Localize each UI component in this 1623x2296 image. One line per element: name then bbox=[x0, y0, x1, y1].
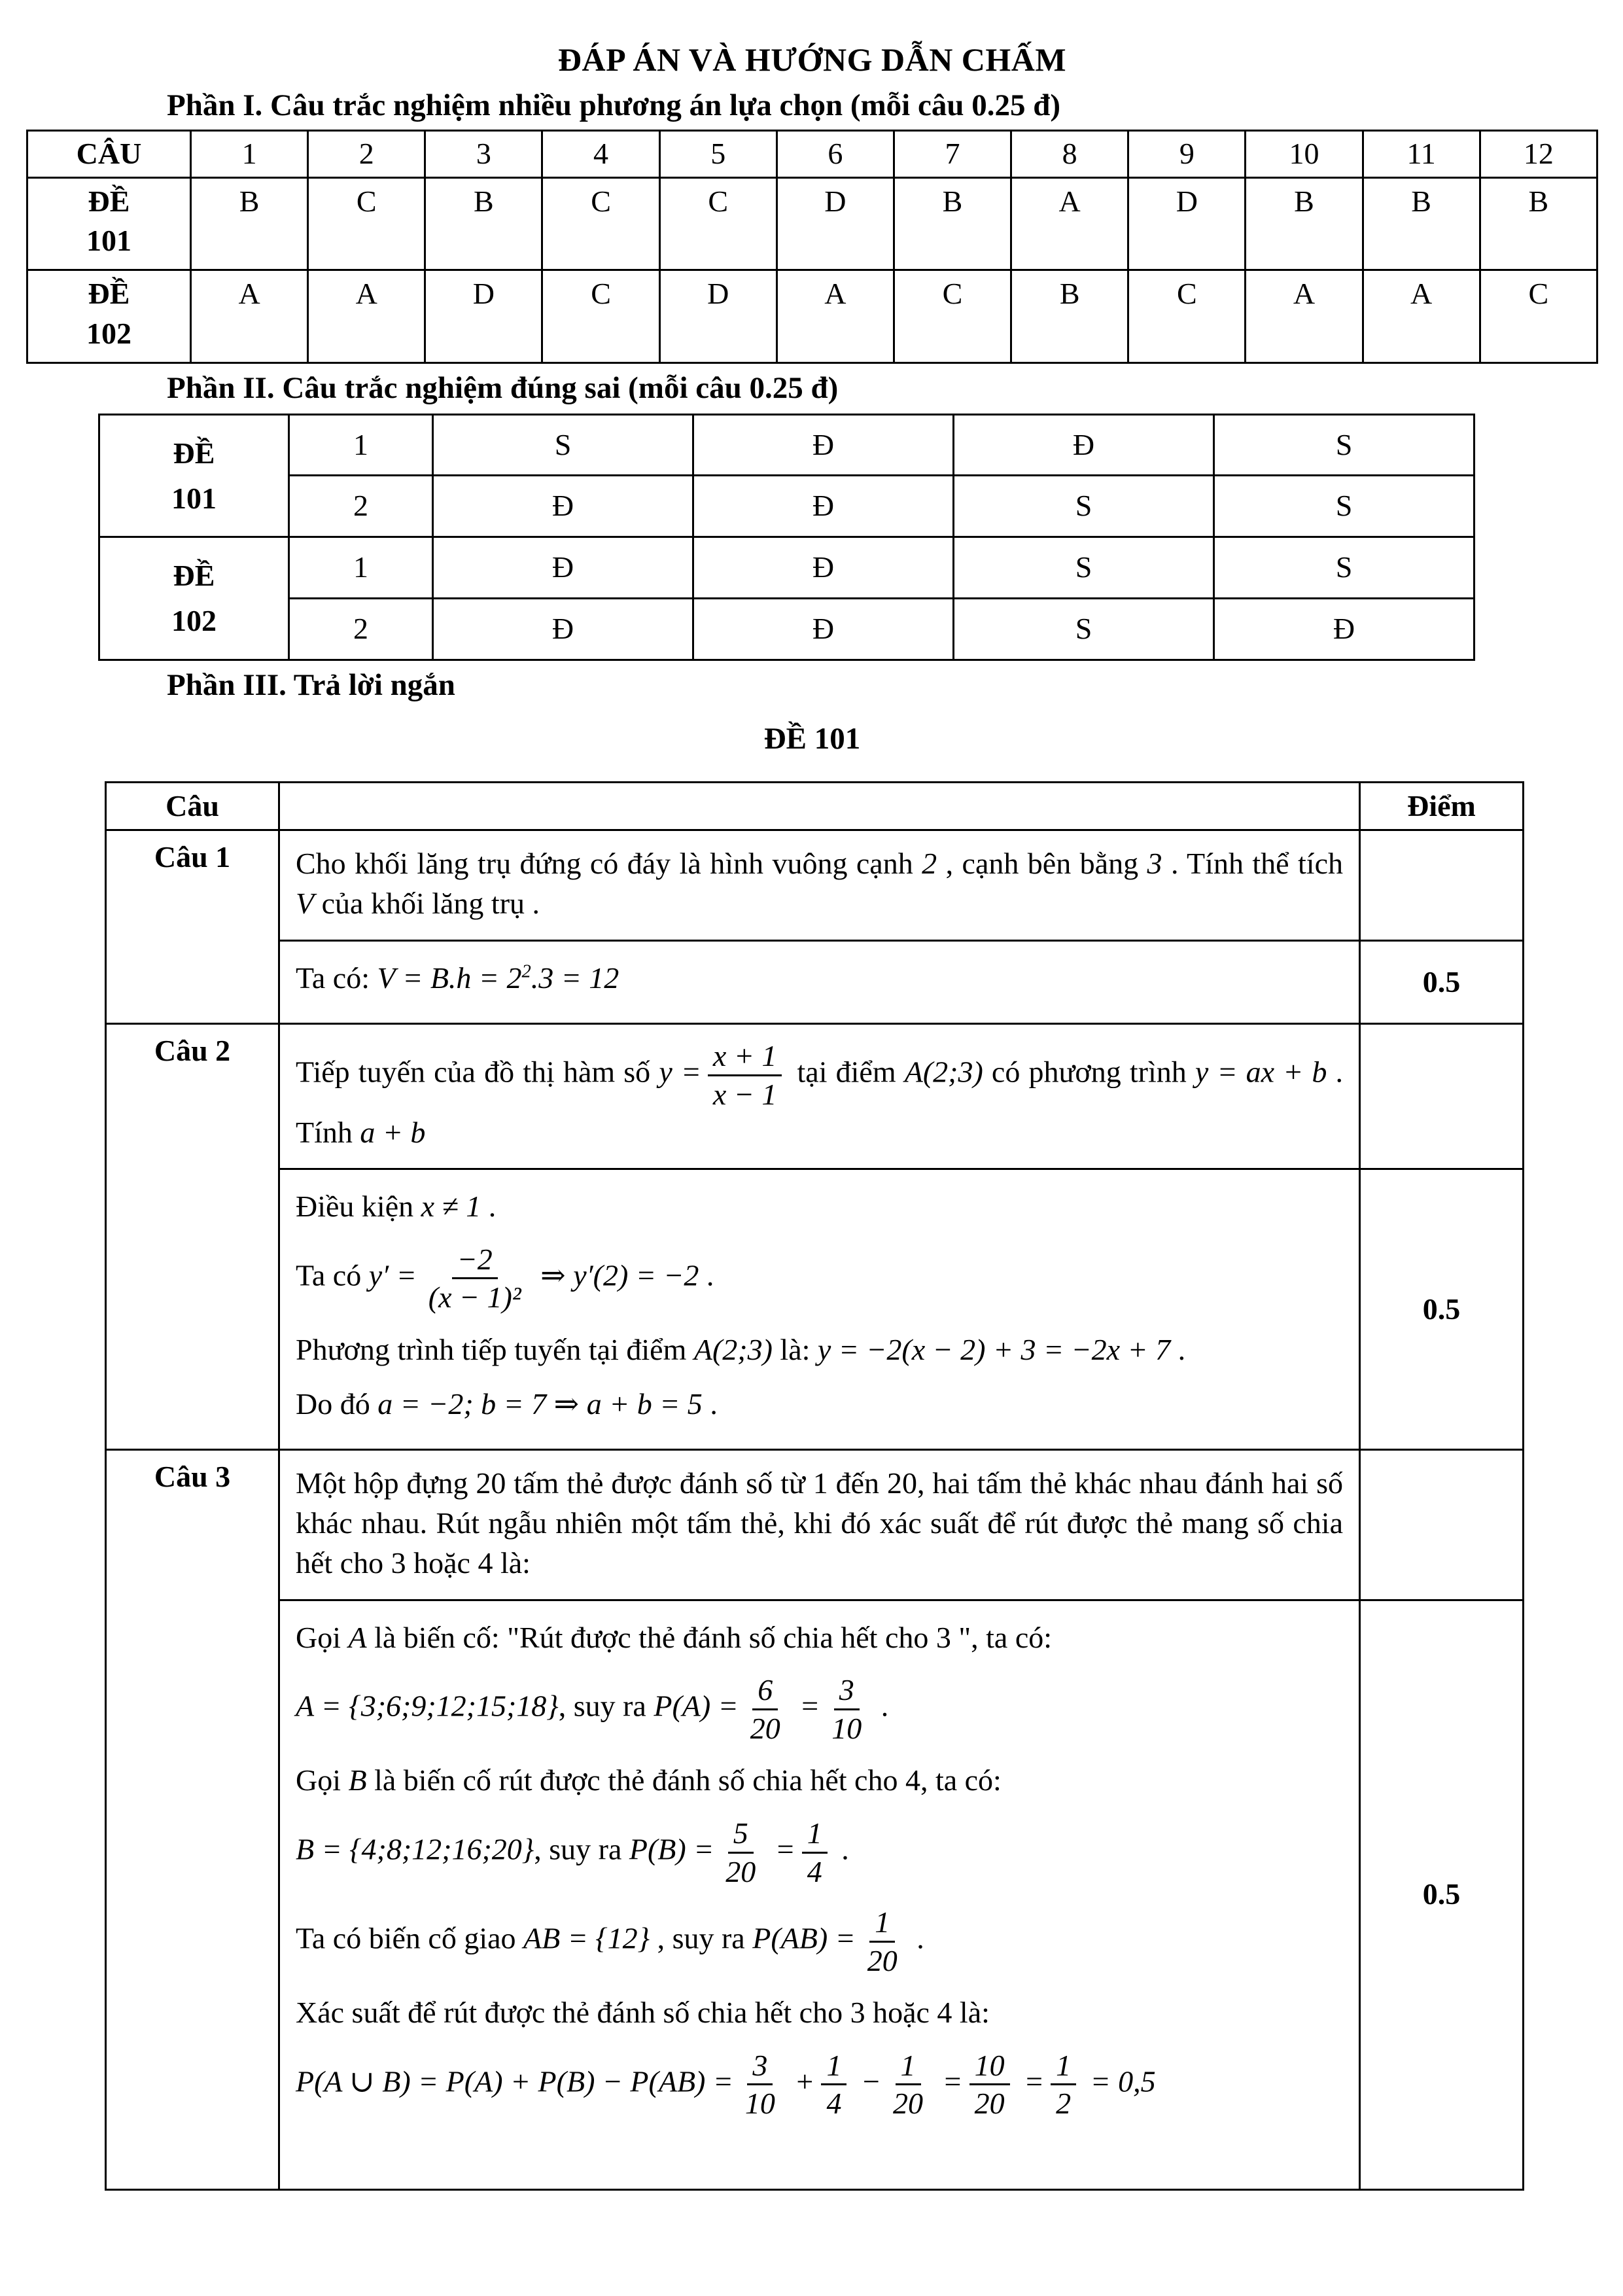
question-number-cell: 1 bbox=[289, 537, 433, 599]
math-run: + bbox=[786, 2064, 815, 2098]
table-row-question bbox=[106, 1024, 1524, 1169]
fraction-numerator: 3 bbox=[747, 2049, 773, 2086]
header-cell: 11 bbox=[1363, 131, 1480, 178]
answer-cell: Đ bbox=[954, 414, 1214, 476]
answer-cell: D bbox=[1128, 177, 1246, 270]
solution-cell bbox=[279, 1169, 1360, 1450]
part1-heading: Phần I. Câu trắc nghiệm nhiều phương án lựa chọn (mỗi câu 0.25 đ) bbox=[167, 88, 1061, 122]
fraction-numerator: 1 bbox=[802, 1816, 828, 1854]
answer-cell: S bbox=[1214, 476, 1475, 537]
fraction-numerator: 1 bbox=[896, 2049, 921, 2086]
exam-label-line: 101 bbox=[86, 224, 131, 258]
fraction-numerator: 6 bbox=[752, 1673, 778, 1710]
fraction bbox=[1051, 2049, 1076, 2121]
math-run: A bbox=[348, 1620, 367, 1654]
fraction-numerator: 3 bbox=[834, 1673, 860, 1710]
question-label-cell: Câu 1 bbox=[106, 830, 279, 1024]
part3-heading: Phần III. Trả lời ngắn bbox=[167, 667, 455, 702]
fraction-denominator: 2 bbox=[1056, 2087, 1072, 2121]
answer-cell: A bbox=[1246, 270, 1363, 362]
answer-cell: S bbox=[954, 476, 1214, 537]
part1-answer-table bbox=[26, 130, 1598, 364]
fraction bbox=[821, 2049, 846, 2121]
header-cell-empty bbox=[279, 782, 1360, 830]
math-run: V = B.h = 2 bbox=[377, 961, 522, 995]
answer-cell: B bbox=[1363, 177, 1480, 270]
answer-cell: S bbox=[954, 598, 1214, 660]
table-header-row bbox=[106, 782, 1524, 830]
math-run: P(A) = bbox=[654, 1689, 739, 1723]
fraction-denominator: 20 bbox=[725, 1854, 756, 1888]
question-label-cell: Câu 3 bbox=[106, 1450, 279, 2189]
math-run: = bbox=[767, 1832, 795, 1866]
table-row-solution bbox=[106, 1169, 1524, 1450]
math-run: 3 bbox=[1147, 847, 1162, 881]
exam-label-line: ĐỀ bbox=[173, 559, 215, 593]
solution-line bbox=[296, 2047, 1343, 2122]
fraction bbox=[862, 1905, 903, 1977]
answer-cell: Đ bbox=[433, 598, 693, 660]
answer-cell: C bbox=[308, 177, 425, 270]
answer-cell: A bbox=[308, 270, 425, 362]
points-cell-empty bbox=[1360, 830, 1524, 940]
answer-cell: C bbox=[659, 177, 777, 270]
exam-label-cell bbox=[99, 537, 289, 660]
answer-cell: Đ bbox=[693, 537, 954, 599]
solution-line: Gọi B là biến cố rút được thẻ đánh số chia hết cho 4, ta có: bbox=[296, 1763, 1002, 1797]
answer-cell: Đ bbox=[693, 476, 954, 537]
fraction-denominator: 20 bbox=[974, 2087, 1005, 2121]
header-cell: 12 bbox=[1480, 131, 1597, 178]
header-cell-diem: Điểm bbox=[1360, 782, 1524, 830]
math-run: A = {3;6;9;12;15;18} bbox=[296, 1689, 559, 1723]
solution-cell bbox=[279, 940, 1360, 1024]
exam-label-line: 101 bbox=[171, 481, 217, 515]
points-cell: 0.5 bbox=[1360, 1600, 1524, 2189]
exam-label-line: ĐỀ bbox=[88, 277, 130, 311]
math-run: a = −2; b = 7 ⇒ a + b = 5 bbox=[377, 1386, 703, 1421]
answer-cell: Đ bbox=[693, 598, 954, 660]
fraction-numerator: 1 bbox=[869, 1905, 895, 1943]
points-cell: 0.5 bbox=[1360, 1169, 1524, 1450]
fraction bbox=[708, 1039, 782, 1111]
math-run: A(2;3) bbox=[904, 1055, 983, 1089]
page-title: ĐÁP ÁN VÀ HƯỚNG DẪN CHẤM bbox=[557, 41, 1067, 78]
answer-cell: S bbox=[954, 537, 1214, 599]
exam-label-line: ĐỀ bbox=[173, 436, 215, 470]
table-row bbox=[99, 414, 1475, 476]
exam-label-line: 102 bbox=[86, 316, 131, 350]
fraction-denominator: 10 bbox=[744, 2087, 775, 2121]
math-run: y′ = bbox=[368, 1258, 417, 1292]
answer-cell: C bbox=[542, 270, 659, 362]
math-run: y = ax + b bbox=[1195, 1055, 1327, 1089]
answer-cell: Đ bbox=[433, 476, 693, 537]
math-run: a + b bbox=[360, 1115, 426, 1149]
math-superscript: 2 bbox=[521, 961, 531, 982]
fraction-denominator: 20 bbox=[750, 1711, 780, 1745]
answer-cell: Đ bbox=[433, 537, 693, 599]
solution-cell bbox=[279, 1600, 1360, 2189]
math-run: V bbox=[296, 887, 315, 921]
answer-cell: B bbox=[425, 177, 542, 270]
header-cell: 10 bbox=[1246, 131, 1363, 178]
answer-cell: A bbox=[777, 270, 894, 362]
solution-line: Gọi A là biến cố: "Rút được thẻ đánh số chia hết cho 3 ", ta có: bbox=[296, 1620, 1053, 1654]
answer-cell: A bbox=[1011, 177, 1128, 270]
fraction bbox=[802, 1816, 828, 1888]
table-row bbox=[99, 537, 1475, 599]
fraction-numerator: −2 bbox=[452, 1243, 498, 1280]
exam-label-line: 102 bbox=[171, 604, 217, 638]
question-text: Một hộp đựng 20 tấm thẻ được đánh số từ 1 đến 20, hai tấm thẻ khác nhau đánh hai số khác nhau. Rút ngẫu nhiên một tấm thẻ, khi đó xác suất để rút được thẻ mang số chia hết cho 3 hoặc 4 là: bbox=[296, 1466, 1343, 1580]
answer-cell: D bbox=[777, 177, 894, 270]
math-run: = bbox=[935, 2064, 963, 2098]
header-cell: 4 bbox=[542, 131, 659, 178]
math-run: = bbox=[1016, 2064, 1045, 2098]
math-run: P(B) = bbox=[629, 1832, 714, 1866]
fraction-denominator: 20 bbox=[867, 1943, 898, 1977]
table-row bbox=[99, 598, 1475, 660]
table-row-solution bbox=[106, 940, 1524, 1024]
table-header-row bbox=[27, 131, 1597, 178]
table-row-solution bbox=[106, 1600, 1524, 2189]
answer-cell: S bbox=[433, 414, 693, 476]
question-text: Tiếp tuyến của đồ thị hàm số y = $\frac{x + 1}{x - 1}$ tại điểm A(2;3) có phương trình y = ax + b . Tính a + b bbox=[296, 1039, 1343, 1149]
header-cell: 9 bbox=[1128, 131, 1246, 178]
math-run: − bbox=[853, 2064, 882, 2098]
part2-answer-table bbox=[98, 414, 1475, 661]
question-number-cell: 1 bbox=[289, 414, 433, 476]
header-cell: 1 bbox=[191, 131, 308, 178]
math-run: P(A ∪ B) = P(A) + P(B) − P(AB) = bbox=[296, 2064, 733, 2098]
fraction-denominator: 10 bbox=[831, 1711, 862, 1745]
math-run: A(2;3) bbox=[693, 1332, 773, 1366]
fraction-numerator: 1 bbox=[821, 2049, 846, 2086]
header-cell: 3 bbox=[425, 131, 542, 178]
question-label-cell: Câu 2 bbox=[106, 1024, 279, 1450]
fraction bbox=[969, 2049, 1010, 2121]
points-cell-empty bbox=[1360, 1024, 1524, 1169]
answer-cell: B bbox=[1011, 270, 1128, 362]
fraction bbox=[888, 2049, 928, 2121]
fraction-denominator: 20 bbox=[893, 2087, 924, 2121]
answer-cell: C bbox=[542, 177, 659, 270]
solution-line: Do đó a = −2; b = 7 ⇒ a + b = 5 . bbox=[296, 1386, 718, 1421]
answer-cell: C bbox=[1128, 270, 1246, 362]
exam-label-cell bbox=[27, 177, 191, 270]
math-run: .3 = 12 bbox=[531, 961, 620, 995]
math-run: y = bbox=[659, 1055, 701, 1089]
part2-heading: Phần II. Câu trắc nghiệm đúng sai (mỗi câu 0.25 đ) bbox=[167, 370, 839, 405]
answer-cell: A bbox=[1363, 270, 1480, 362]
fraction-numerator: x + 1 bbox=[708, 1039, 782, 1076]
fraction bbox=[745, 1673, 786, 1745]
question-text: Cho khối lăng trụ đứng có đáy là hình vuông cạnh 2 , cạnh bên bằng 3 . Tính thể tích V của khối lăng trụ . bbox=[296, 847, 1343, 921]
exam-code-heading: ĐỀ 101 bbox=[763, 721, 861, 756]
part3-solutions-table bbox=[105, 781, 1524, 2191]
answer-cell: B bbox=[1480, 177, 1597, 270]
solution-line: Phương trình tiếp tuyến tại điểm A(2;3) là: y = −2(x − 2) + 3 = −2x + 7 . bbox=[296, 1332, 1186, 1366]
points-cell-empty bbox=[1360, 1450, 1524, 1600]
math-run: B = {4;8;12;16;20} bbox=[296, 1832, 534, 1866]
exam-label-line: ĐỀ bbox=[88, 184, 130, 218]
answer-cell: C bbox=[1480, 270, 1597, 362]
math-run: ⇒ y′(2) = −2 bbox=[532, 1258, 699, 1292]
answer-cell: A bbox=[191, 270, 308, 362]
header-cell: 6 bbox=[777, 131, 894, 178]
fraction bbox=[826, 1673, 867, 1745]
table-row-question bbox=[106, 1450, 1524, 1600]
solution-line: A = {3;6;9;12;15;18}, suy ra P(A) = $\frac{6}{20}$ = $\frac{3}{10}$ . bbox=[296, 1673, 889, 1745]
answer-cell: S bbox=[1214, 537, 1475, 599]
solution-line: Ta có: $V = B.h = 2^2.3 = 12$ bbox=[296, 961, 620, 995]
solution-line: Xác suất để rút được thẻ đánh số chia hết cho 3 hoặc 4 là: bbox=[296, 1996, 990, 2030]
fraction-numerator: 1 bbox=[1051, 2049, 1076, 2086]
fraction-denominator: (x − 1)² bbox=[428, 1280, 521, 1315]
question-cell bbox=[279, 1450, 1360, 1600]
fraction-numerator: 10 bbox=[969, 2049, 1010, 2086]
answer-cell: Đ bbox=[693, 414, 954, 476]
math-run: y = −2(x − 2) + 3 = −2x + 7 bbox=[817, 1332, 1171, 1366]
math-run: x ≠ 1 bbox=[421, 1190, 481, 1224]
answer-cell: D bbox=[659, 270, 777, 362]
answer-cell: S bbox=[1214, 414, 1475, 476]
solution-line: Điều kiện x ≠ 1 . bbox=[296, 1190, 497, 1224]
question-number-cell: 2 bbox=[289, 598, 433, 660]
exam-label-cell bbox=[99, 414, 289, 537]
answer-cell: D bbox=[425, 270, 542, 362]
fraction-denominator: 4 bbox=[807, 1854, 822, 1888]
answer-cell: B bbox=[1246, 177, 1363, 270]
fraction-denominator: 4 bbox=[826, 2087, 842, 2121]
table-row bbox=[99, 476, 1475, 537]
math-run: B bbox=[348, 1763, 367, 1797]
math-run: P(AB) = bbox=[752, 1921, 856, 1955]
answer-cell: C bbox=[894, 270, 1011, 362]
math-run: = bbox=[792, 1689, 820, 1723]
fraction bbox=[423, 1243, 527, 1315]
question-cell bbox=[279, 830, 1360, 940]
math-run: = 0,5 bbox=[1083, 2064, 1156, 2098]
math-run: AB = {12} bbox=[523, 1921, 650, 1955]
header-cell: 7 bbox=[894, 131, 1011, 178]
fraction-denominator: x − 1 bbox=[712, 1077, 777, 1111]
fraction bbox=[720, 1816, 761, 1888]
fraction-numerator: 5 bbox=[728, 1816, 754, 1854]
table-row-de101 bbox=[27, 177, 1597, 270]
answer-cell: Đ bbox=[1214, 598, 1475, 660]
table-row-de102 bbox=[27, 270, 1597, 362]
math-run: 2 bbox=[922, 847, 937, 881]
exam-label-cell bbox=[27, 270, 191, 362]
solution-line: B = {4;8;12;16;20}, suy ra P(B) = $\frac{5}{20}$ = $\frac{1}{4}$ . bbox=[296, 1816, 849, 1888]
answer-cell: B bbox=[191, 177, 308, 270]
fraction bbox=[740, 2049, 780, 2121]
table-row-question bbox=[106, 830, 1524, 940]
header-cell-cau: CÂU bbox=[27, 131, 191, 178]
solution-line: Ta có biến cố giao AB = {12} , suy ra P(AB) = $\frac{1}{20}$ . bbox=[296, 1905, 924, 1977]
solution-line: Ta có y′ = $\frac{-2}{\text{(x − 1)²}}$ ⇒ y′(2) = −2 . bbox=[296, 1242, 714, 1315]
question-cell bbox=[279, 1024, 1360, 1169]
header-cell: 8 bbox=[1011, 131, 1128, 178]
points-cell: 0.5 bbox=[1360, 940, 1524, 1024]
header-cell: 2 bbox=[308, 131, 425, 178]
header-cell-cau: Câu bbox=[106, 782, 279, 830]
answer-cell: B bbox=[894, 177, 1011, 270]
header-cell: 5 bbox=[659, 131, 777, 178]
question-number-cell: 2 bbox=[289, 476, 433, 537]
